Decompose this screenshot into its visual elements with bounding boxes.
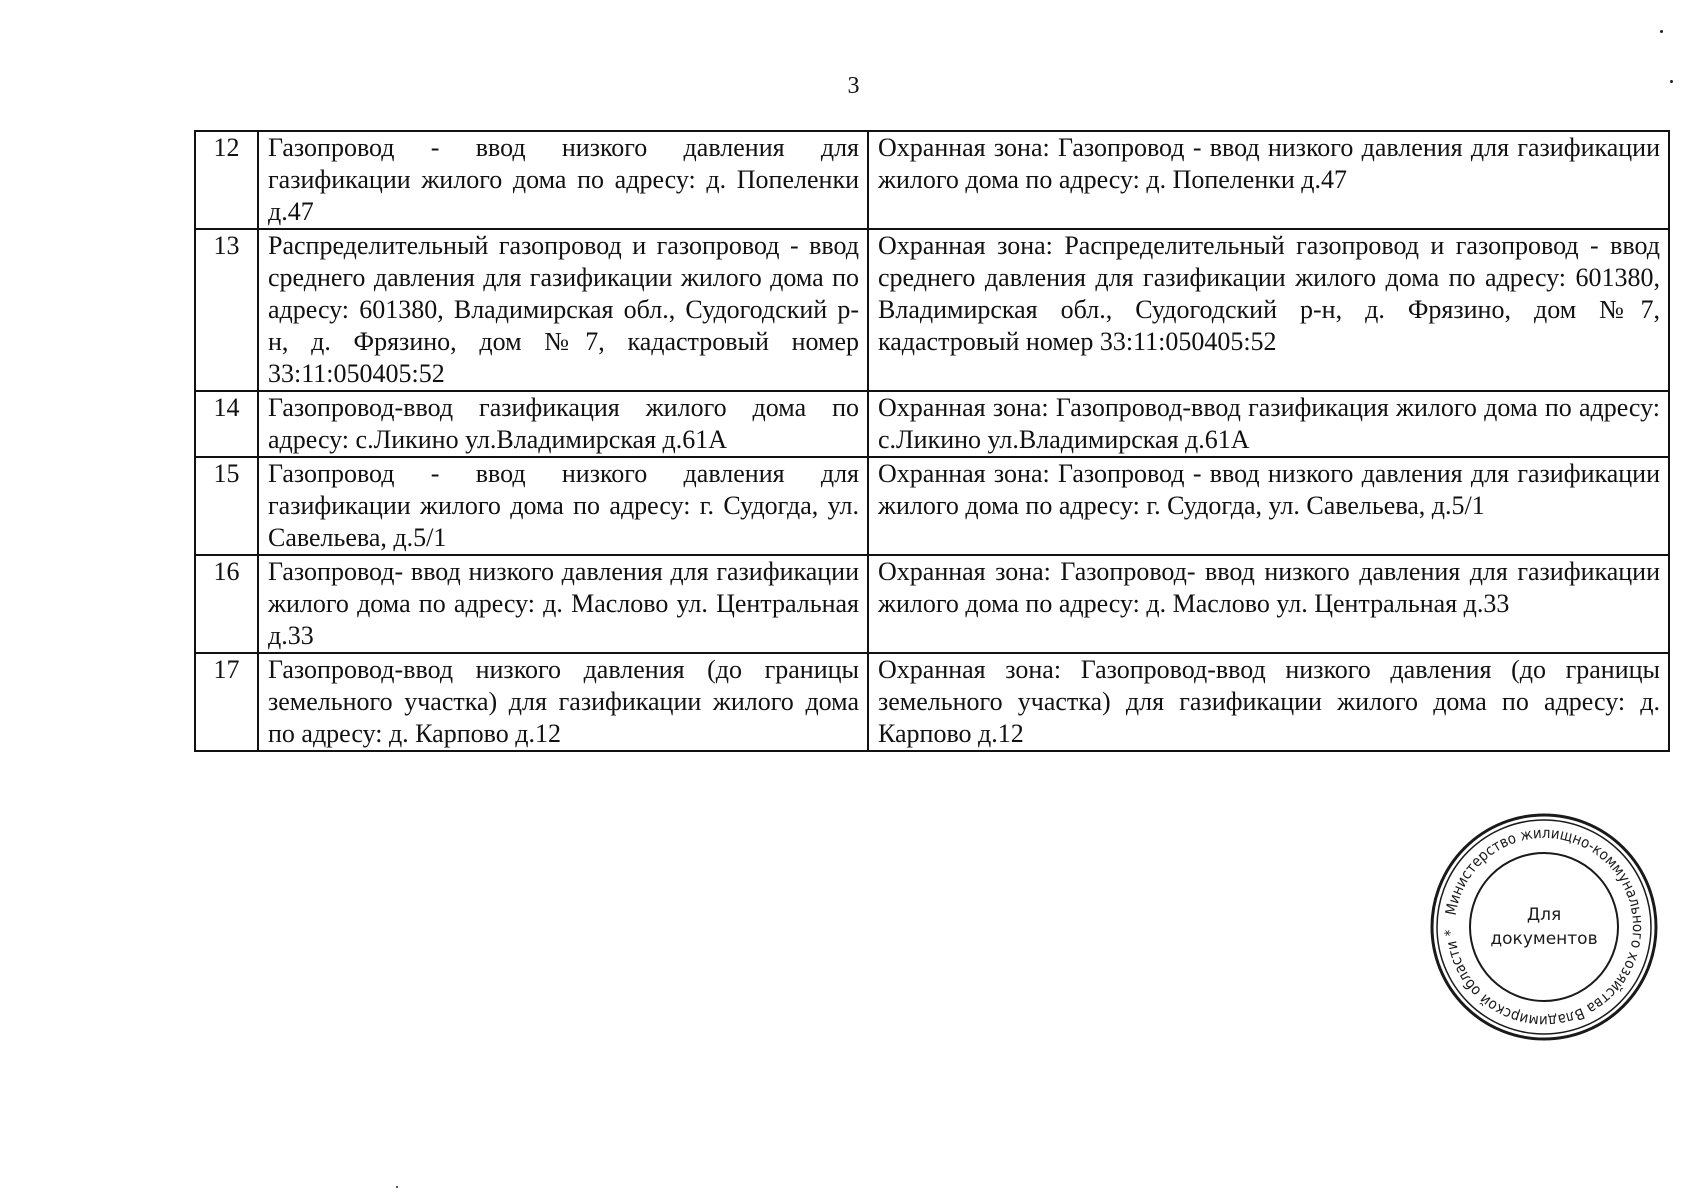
protection-zone-description: Охранная зона: Распределительный газопровод и газопровод - ввод среднего давления для газификации жилого дома по адресу: 601380, Владимирская обл., Судогодский р-н, д. Фрязино, дом №7, кадастровый номер 33:11:050405:52: [868, 229, 1669, 391]
object-description: Газопровод - ввод низкого давления для газификации жилого дома по адресу: г. Судогда, ул. Савельева, д.5/1: [258, 457, 868, 555]
protection-zone-description: Охранная зона: Газопровод - ввод низкого давления для газификации жилого дома по адресу: г. Судогда, ул. Савельева, д.5/1: [868, 457, 1669, 555]
protection-zone-description: Охранная зона: Газопровод- ввод низкого давления для газификации жилого дома по адресу: д. Маслово ул. Центральная д.33: [868, 555, 1669, 653]
gas-pipeline-table: [194, 130, 1670, 752]
object-description: Распределительный газопровод и газопровод - ввод среднего давления для газификации жилого дома по адресу: 601380, Владимирская обл., Судогодский р-н, д. Фрязино, дом №7, кадастровый номер 33:11:050405:52: [258, 229, 868, 391]
protection-zone-description: Охранная зона: Газопровод-ввод низкого давления (до границы земельного участка) для газификации жилого дома по адресу: д. Карпово д.12: [868, 653, 1669, 751]
row-number: 17: [195, 653, 258, 751]
seal-outer-ring: [1432, 815, 1656, 1039]
seal-ring-text: [1441, 824, 1647, 1030]
table-row: [195, 131, 1669, 229]
row-number: 14: [195, 391, 258, 457]
scan-speck: [1660, 30, 1663, 33]
row-number: 15: [195, 457, 258, 555]
object-description: Газопровод-ввод низкого давления (до границы земельного участка) для газификации жилого дома по адресу: д. Карпово д.12: [258, 653, 868, 751]
scan-speck: [1670, 80, 1673, 83]
object-description: Газопровод-ввод газификация жилого дома по адресу: с.Ликино ул.Владимирская д.61А: [258, 391, 868, 457]
seal-center-line-2: документов: [1490, 929, 1598, 949]
seal-ring-text-path: Министерство жилищно-коммунального хозяйства Владимирской области *: [1440, 823, 1648, 1031]
table-row: [195, 653, 1669, 751]
row-number: 13: [195, 229, 258, 391]
table-row: [195, 555, 1669, 653]
page-number: 3: [847, 73, 860, 99]
protection-zone-description: Охранная зона: Газопровод-ввод газификация жилого дома по адресу: с.Ликино ул.Владимирская д.61А: [868, 391, 1669, 457]
row-number: 16: [195, 555, 258, 653]
seal-graphic: [1425, 808, 1663, 1046]
seal-center-line-1: Для: [1526, 905, 1562, 925]
table-row: [195, 457, 1669, 555]
seal-inner-ring: [1470, 853, 1618, 1001]
protection-zone-description: Охранная зона: Газопровод - ввод низкого давления для газификации жилого дома по адресу: д. Попеленки д.47: [868, 131, 1669, 229]
official-seal-stamp: [1425, 808, 1663, 1046]
scan-speck: [396, 1186, 398, 1188]
row-number: 12: [195, 131, 258, 229]
table-row: [195, 391, 1669, 457]
object-description: Газопровод- ввод низкого давления для газификации жилого дома по адресу: д. Маслово ул. Центральная д.33: [258, 555, 868, 653]
object-description: Газопровод - ввод низкого давления для газификации жилого дома по адресу: д. Попеленки д.47: [258, 131, 868, 229]
table-row: [195, 229, 1669, 391]
